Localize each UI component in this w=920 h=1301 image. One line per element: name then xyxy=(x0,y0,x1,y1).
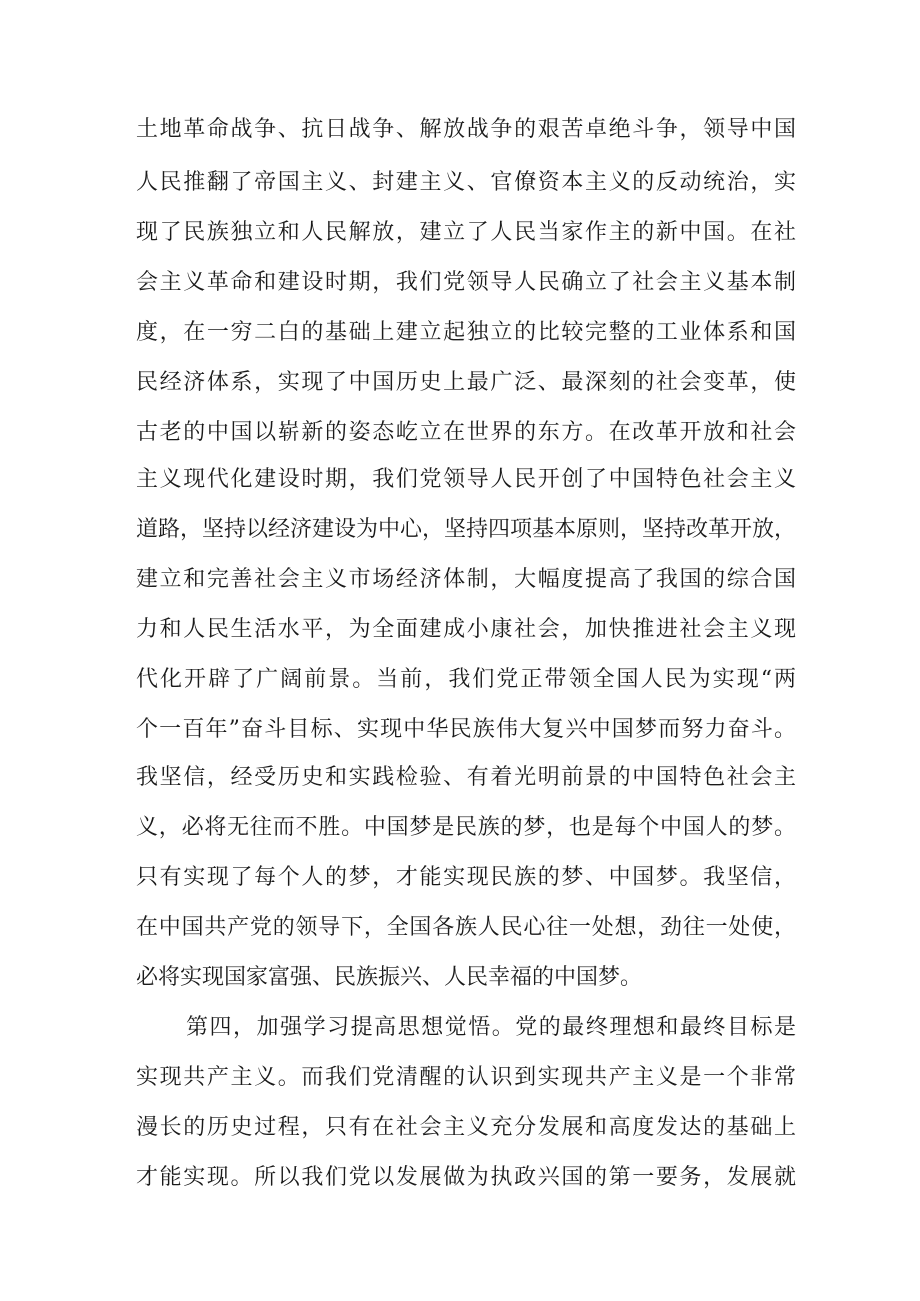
text-line: 必将实现国家富强、民族振兴、人民幸福的中国梦。 xyxy=(136,965,643,990)
text-line: 代化开辟了广阔前景。当前，我们党正带领全国人民为实现“两 xyxy=(136,667,796,692)
text-line: 土地革命战争、抗日战争、解放战争的艰苦卓绝斗争，领导中国 xyxy=(136,117,796,142)
text-line: 人民推翻了帝国主义、封建主义、官僚资本主义的反动统治，实 xyxy=(136,170,796,195)
text-line: 古老的中国以崭新的姿态屹立在世界的东方。在改革开放和社会 xyxy=(136,420,796,445)
text-line: 实现共产主义。而我们党清醒的认识到实现共产主义是一个非常 xyxy=(136,1065,796,1090)
text-line: 会主义革命和建设时期，我们党领导人民确立了社会主义基本制 xyxy=(136,270,796,295)
text-line: 道路，坚持以经济建设为中心，坚持四项基本原则，坚持改革开放， xyxy=(136,517,797,542)
text-line: 度，在一穷二白的基础上建立起独立的比较完整的工业体系和国 xyxy=(136,320,796,345)
text-line: 才能实现。所以我们党以发展做为执政兴国的第一要务，发展就 xyxy=(136,1165,796,1190)
text-line: 民经济体系，实现了中国历史上最广泛、最深刻的社会变革，使 xyxy=(136,370,796,395)
text-line: 主义现代化建设时期，我们党领导人民开创了中国特色社会主义 xyxy=(136,467,796,492)
text-line: 在中国共产党的领导下，全国各族人民心往一处想，劲往一处使， xyxy=(136,915,796,940)
text-line: 力和人民生活水平，为全面建成小康社会，加快推进社会主义现 xyxy=(136,617,796,642)
text-line: 现了民族独立和人民解放，建立了人民当家作主的新中国。在社 xyxy=(136,220,796,245)
text-line: 建立和完善社会主义市场经济体制，大幅度提高了我国的综合国 xyxy=(136,567,796,592)
text-line: 个一百年”奋斗目标、实现中华民族伟大复兴中国梦而努力奋斗。 xyxy=(136,717,796,742)
text-line: 义，必将无往而不胜。中国梦是民族的梦，也是每个中国人的梦。 xyxy=(136,815,796,840)
text-line: 只有实现了每个人的梦，才能实现民族的梦、中国梦。我坚信， xyxy=(136,865,796,890)
paragraph-start-line: 第四，加强学习提高思想觉悟。党的最终理想和最终目标是 xyxy=(186,1015,796,1040)
text-line: 我坚信，经受历史和实践检验、有着光明前景的中国特色社会主 xyxy=(136,765,796,790)
text-line: 漫长的历史过程，只有在社会主义充分发展和高度发达的基础上 xyxy=(136,1115,796,1140)
